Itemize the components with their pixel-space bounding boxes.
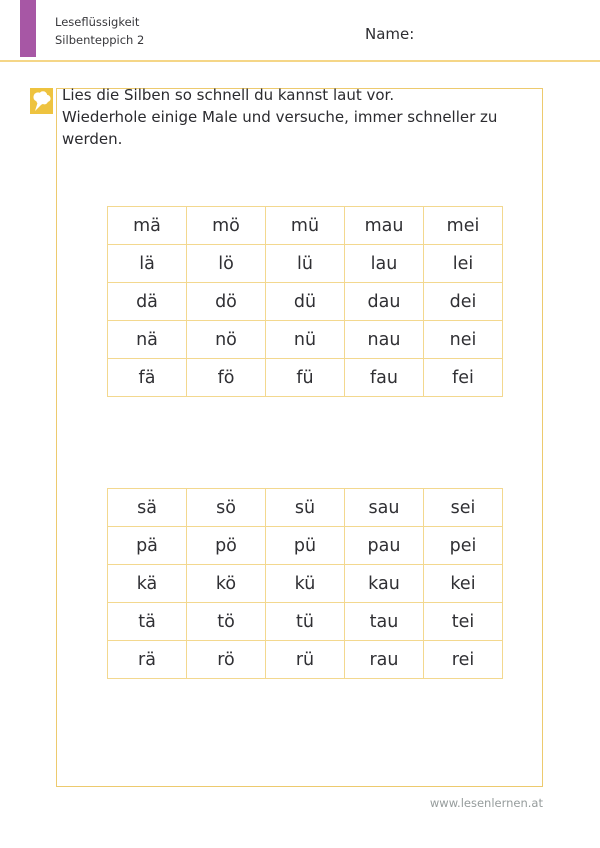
syllable-cell: sö [187,489,266,527]
syllable-cell: nü [266,321,345,359]
instruction-line: Lies die Silben so schnell du kannst laut vor. [62,86,395,104]
header-titles [55,13,144,49]
syllable-cell: kö [187,565,266,603]
syllable-cell: lä [108,245,187,283]
syllable-row [108,359,503,397]
syllable-row [108,527,503,565]
instruction-text [62,84,534,150]
syllable-cell: mö [187,207,266,245]
syllable-cell: pei [424,527,503,565]
syllable-row [108,565,503,603]
syllable-cell: tei [424,603,503,641]
syllable-cell: fä [108,359,187,397]
syllable-cell: pau [345,527,424,565]
syllable-cell: nei [424,321,503,359]
syllable-row [108,283,503,321]
syllable-cell: sü [266,489,345,527]
syllable-cell: lei [424,245,503,283]
syllable-cell: fau [345,359,424,397]
syllable-cell: sei [424,489,503,527]
syllable-row [108,321,503,359]
syllable-cell: dä [108,283,187,321]
syllable-cell: tä [108,603,187,641]
syllable-cell: fö [187,359,266,397]
syllable-row [108,603,503,641]
syllable-cell: mau [345,207,424,245]
syllable-cell: pä [108,527,187,565]
syllable-cell: rö [187,641,266,679]
syllable-cell: kau [345,565,424,603]
syllable-table-2 [107,488,503,679]
syllable-cell: sä [108,489,187,527]
speech-bubble-icon [30,88,53,114]
instruction-line: Wiederhole einige Male und versuche, immer schneller zu werden. [62,108,498,148]
syllable-cell: tö [187,603,266,641]
syllable-cell: kä [108,565,187,603]
syllable-cell: fü [266,359,345,397]
accent-bar [20,0,36,57]
syllable-cell: dö [187,283,266,321]
syllable-cell: nau [345,321,424,359]
worksheet-content-box [56,88,543,787]
syllable-cell: dü [266,283,345,321]
syllable-row [108,489,503,527]
syllable-cell: lau [345,245,424,283]
worksheet-title: Silbenteppich 2 [55,33,145,47]
syllable-cell: rei [424,641,503,679]
syllable-cell: mei [424,207,503,245]
syllable-cell: tü [266,603,345,641]
name-label: Name: [365,25,415,43]
syllable-cell: rü [266,641,345,679]
syllable-cell: lö [187,245,266,283]
series-title: Leseflüssigkeit [55,15,140,29]
syllable-cell: rä [108,641,187,679]
syllable-cell: nö [187,321,266,359]
syllable-table-1 [107,206,503,397]
syllable-row [108,245,503,283]
syllable-cell: pü [266,527,345,565]
syllable-cell: kei [424,565,503,603]
syllable-cell: dau [345,283,424,321]
website-url: www.lesenlernen.at [429,796,543,810]
syllable-cell: kü [266,565,345,603]
syllable-cell: mä [108,207,187,245]
syllable-cell: fei [424,359,503,397]
syllable-cell: sau [345,489,424,527]
syllable-cell: nä [108,321,187,359]
syllable-cell: dei [424,283,503,321]
syllable-row [108,641,503,679]
syllable-cell: rau [345,641,424,679]
header-divider [0,60,600,62]
syllable-cell: mü [266,207,345,245]
syllable-cell: tau [345,603,424,641]
syllable-cell: lü [266,245,345,283]
syllable-cell: pö [187,527,266,565]
speech-bubble-glyph [30,88,53,114]
syllable-row [108,207,503,245]
